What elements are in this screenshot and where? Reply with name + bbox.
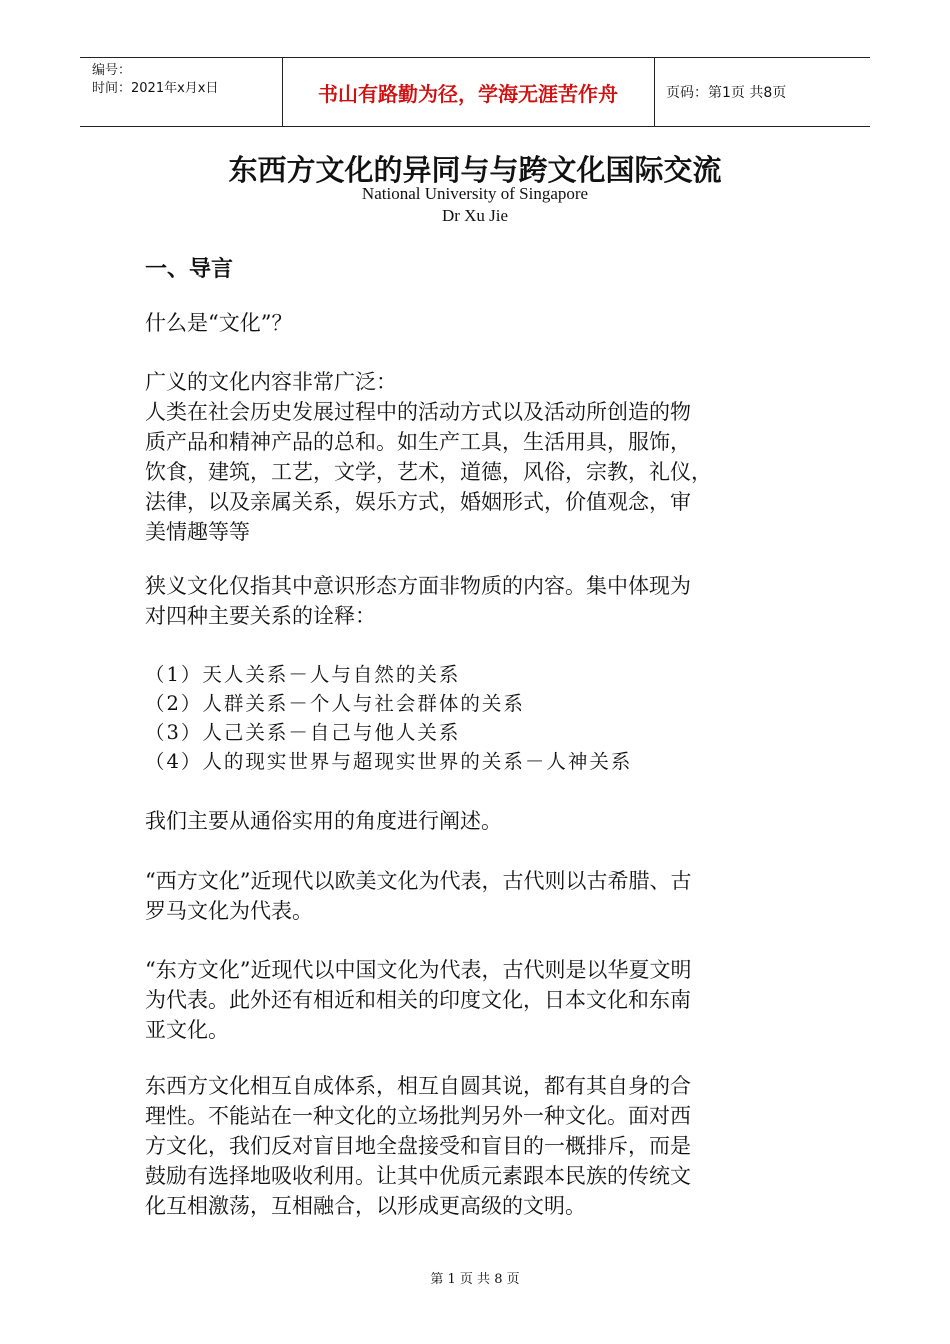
text-line: 美情趣等等 [145,520,250,544]
text-line: 对四种主要关系的诠释： [145,604,376,628]
eastern-culture-paragraph [145,955,835,1045]
broad-culture-paragraph [145,367,835,547]
text-line: 亚文化。 [145,1018,229,1042]
western-culture-paragraph [145,866,835,926]
text-line: 化互相激荡，互相融合，以形成更高级的文明。 [145,1194,586,1218]
author: Dr Xu Jie [441,206,509,225]
text-line: 法律，以及亲属关系，娱乐方式，婚姻形式，价值观念，审 [145,490,691,514]
header-motto: 书山有路勤为径，学海无涯苦作舟 [318,81,618,106]
text-line: 方文化，我们反对盲目地全盘接受和盲目的一概排斥，而是 [145,1134,691,1158]
text-line: 理性。不能站在一种文化的立场批判另外一种文化。面对西 [145,1104,691,1128]
list-item: （3）人己关系－自己与他人关系 [145,721,461,744]
header-divider [654,58,655,126]
text-line: 罗马文化为代表。 [145,899,313,923]
document-number-label: 编号： [92,63,132,78]
document-title: 东西方文化的异同与与跨文化国际交流 [228,153,722,187]
text-line: 饮食，建筑，工艺，文学，艺术，道德，风俗，宗教，礼仪， [145,460,712,484]
text-line: 广义的文化内容非常广泛： [145,370,397,394]
text-line: 质产品和精神产品的总和。如生产工具，生活用具，服饰， [145,430,691,454]
institution: National University of Singapore [361,184,589,203]
header-page-info: 页码：第1页 共8页 [666,85,787,101]
text-line: “西方文化”近现代以欧美文化为代表，古代则以古希腊、古 [145,869,692,893]
header-meta [92,62,218,98]
narrow-culture-paragraph [145,571,835,631]
text-line: 东西方文化相互自成体系，相互自圆其说，都有其自身的合 [145,1074,691,1098]
page-header [80,57,870,127]
list-item: （4）人的现实世界与超现实世界的关系－人神关系 [145,750,633,773]
text-line: “东方文化”近现代以中国文化为代表，古代则是以华夏文明 [145,958,692,982]
conclusion-paragraph [145,1071,835,1221]
text-line: 鼓励有选择地吸收利用。让其中优质元素跟本民族的传统文 [145,1164,691,1188]
list-item: （2）人群关系－个人与社会群体的关系 [145,692,525,715]
list-item: （1）天人关系－人与自然的关系 [145,663,461,686]
text-line: 人类在社会历史发展过程中的活动方式以及活动所创造的物 [145,400,691,424]
section-heading: 一、导言 [145,257,234,282]
relations-list [145,660,835,776]
page-footer: 第 1 页 共 8 页 [430,1272,520,1287]
document-date: 时间：2021年x月x日 [92,81,219,96]
text-line: 为代表。此外还有相近和相关的印度文化，日本文化和东南 [145,988,691,1012]
question-paragraph: 什么是“文化”？ [145,311,293,335]
approach-paragraph: 我们主要从通俗实用的角度进行阐述。 [145,809,502,833]
text-line: 狭义文化仅指其中意识形态方面非物质的内容。集中体现为 [145,574,691,598]
